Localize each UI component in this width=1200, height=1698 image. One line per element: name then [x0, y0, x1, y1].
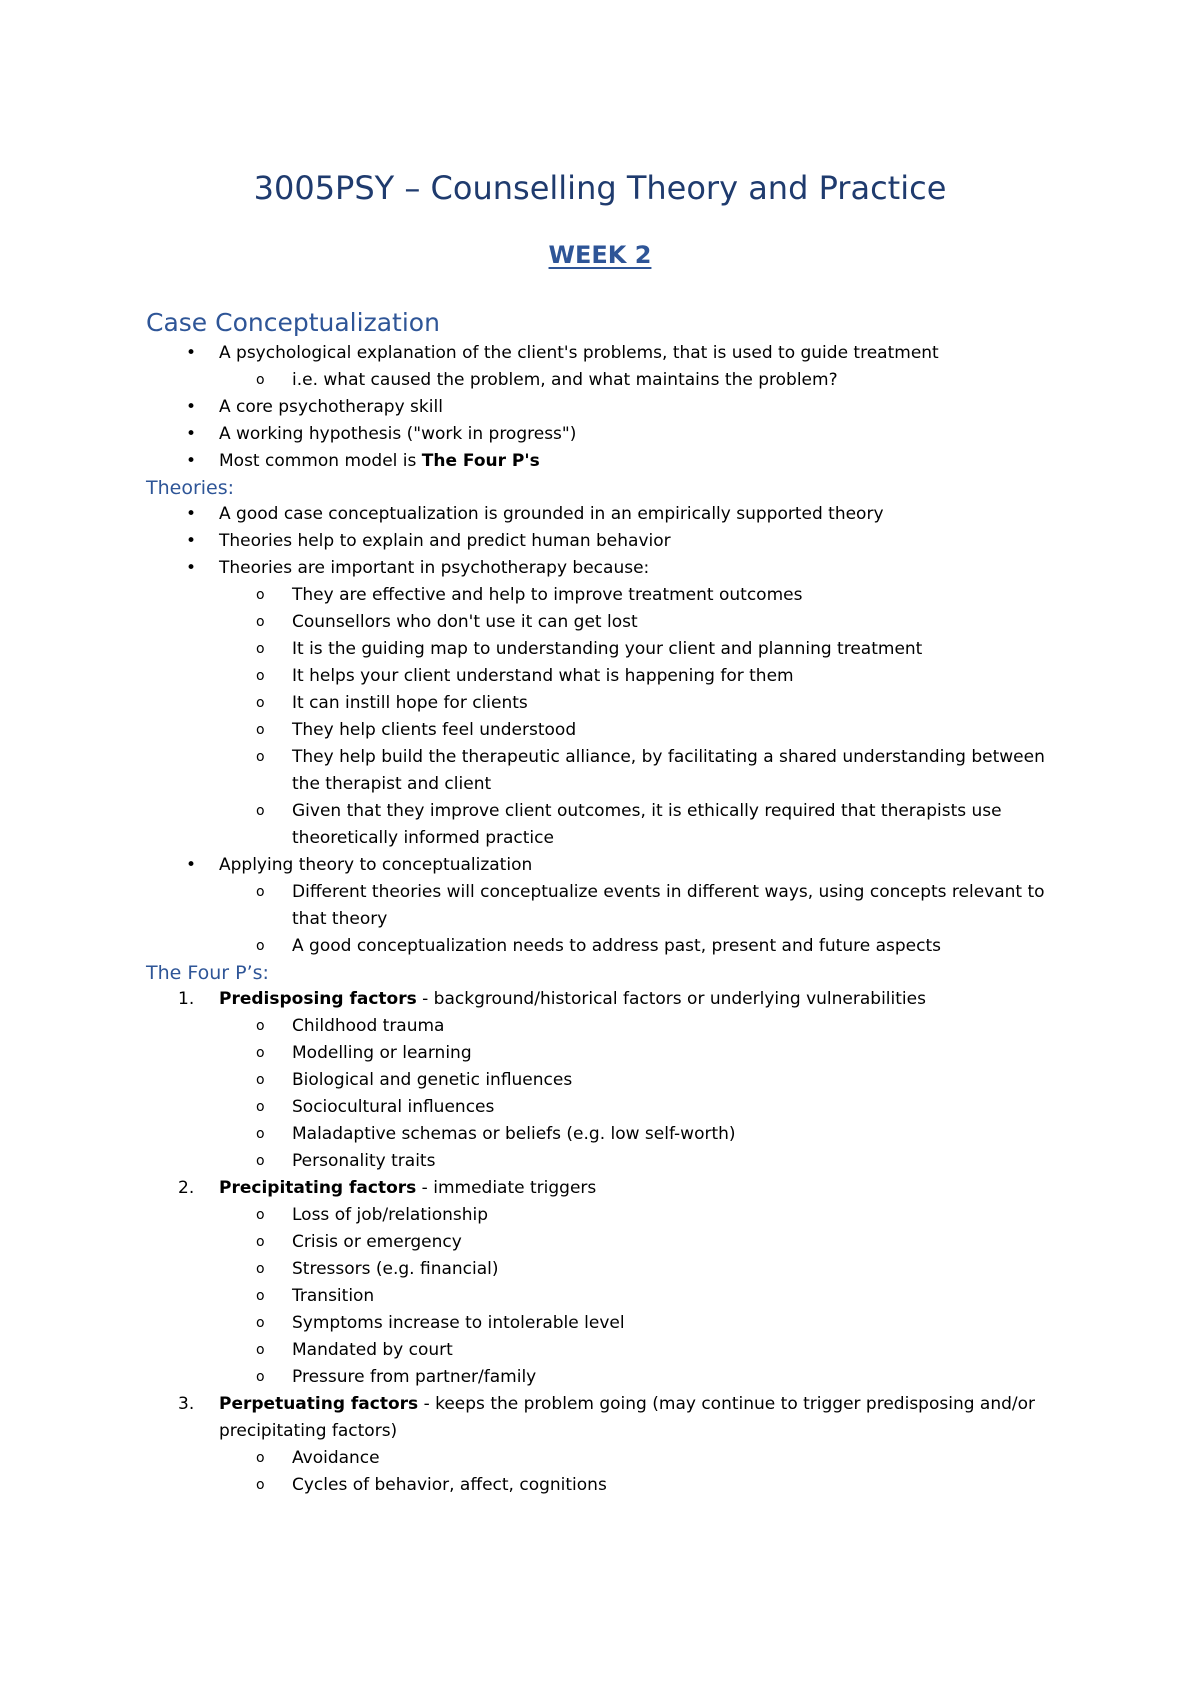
list-item-text: They are effective and help to improve treatment outcomes — [292, 585, 803, 605]
sub-list-item — [146, 744, 1072, 798]
circle-bullet-icon: o — [256, 695, 265, 711]
sub-list-item — [146, 609, 1086, 636]
list-item-text: i.e. what caused the problem, and what maintains the problem? — [292, 370, 838, 390]
list-item-text: Different theories will conceptualize events in different ways, using concepts relevant to that theory — [292, 882, 1045, 929]
circle-bullet-icon: o — [256, 722, 265, 738]
four-ps-term: The Four P's — [421, 451, 540, 471]
circle-bullet-icon: o — [256, 668, 265, 684]
list-item-text: Stressors (e.g. financial) — [292, 1259, 499, 1279]
document-title: 3005PSY – Counselling Theory and Practice — [253, 169, 947, 207]
circle-bullet-icon: o — [256, 1126, 265, 1142]
list-item — [146, 448, 1086, 475]
list-item-text: Crisis or emergency — [292, 1232, 462, 1252]
bullet-icon: • — [186, 424, 197, 444]
list-item — [146, 852, 1086, 879]
case-conceptualization-heading: Case Conceptualization — [146, 308, 440, 337]
circle-bullet-icon: o — [256, 1369, 265, 1385]
list-item — [146, 394, 1086, 421]
list-item-text: Transition — [292, 1286, 375, 1306]
list-item-text: Maladaptive schemas or beliefs (e.g. low self-worth) — [292, 1124, 736, 1144]
list-item-text: A psychological explanation of the client's problems, that is used to guide treatment — [219, 343, 939, 363]
sub-list-item — [146, 1148, 1086, 1175]
list-number: 3. — [178, 1394, 195, 1414]
numbered-item — [146, 1175, 1086, 1202]
sub-list-item — [146, 717, 1086, 744]
sub-list-item — [146, 1337, 1086, 1364]
factor-description: - keeps the problem going (may continue to trigger predisposing and/or precipitating factors) — [219, 1394, 1036, 1441]
sub-list-item — [146, 1040, 1086, 1067]
sub-list-item — [146, 1472, 1086, 1499]
four-ps-heading: The Four P’s: — [146, 962, 269, 984]
list-item — [146, 340, 1086, 367]
list-item-text: Theories are important in psychotherapy because: — [219, 558, 650, 578]
bullet-icon: • — [186, 451, 197, 471]
bullet-icon: • — [186, 558, 197, 578]
sub-list-item — [146, 690, 1086, 717]
list-item-text: A good conceptualization needs to address past, present and future aspects — [292, 936, 941, 956]
circle-bullet-icon: o — [256, 641, 265, 657]
circle-bullet-icon: o — [256, 1477, 265, 1493]
factor-description: - background/historical factors or underlying vulnerabilities — [416, 989, 926, 1009]
sub-list-item — [146, 1310, 1086, 1337]
list-item-text: Loss of job/relationship — [292, 1205, 489, 1225]
bullet-icon: • — [186, 855, 197, 875]
sub-list-item — [146, 933, 1086, 960]
list-item-text: It is the guiding map to understanding your client and planning treatment — [292, 639, 923, 659]
list-item — [146, 555, 1086, 582]
list-item-text: Theories help to explain and predict human behavior — [219, 531, 671, 551]
list-item-text: Mandated by court — [292, 1340, 453, 1360]
list-number: 2. — [178, 1178, 195, 1198]
circle-bullet-icon: o — [256, 1288, 265, 1304]
bullet-icon: • — [186, 397, 197, 417]
circle-bullet-icon: o — [256, 1234, 265, 1250]
sub-list-item — [146, 663, 1086, 690]
circle-bullet-icon: o — [256, 1315, 265, 1331]
factor-term: Perpetuating factors — [219, 1394, 419, 1414]
sub-list-item — [146, 1283, 1086, 1310]
numbered-item — [146, 1391, 1059, 1445]
circle-bullet-icon: o — [256, 1018, 265, 1034]
sub-list-item — [146, 1067, 1086, 1094]
list-item-text: Biological and genetic influences — [292, 1070, 573, 1090]
theories-heading: Theories: — [146, 477, 235, 499]
list-item-text: Avoidance — [292, 1448, 380, 1468]
sub-list-item — [146, 879, 1072, 933]
list-item-text: Most common model is — [219, 451, 422, 471]
list-item-text: It can instill hope for clients — [292, 693, 528, 713]
list-item-text: Modelling or learning — [292, 1043, 472, 1063]
list-item-text: Childhood trauma — [292, 1016, 445, 1036]
sub-list-item — [146, 1121, 1086, 1148]
bullet-icon: • — [186, 504, 197, 524]
circle-bullet-icon: o — [256, 1450, 265, 1466]
circle-bullet-icon: o — [256, 614, 265, 630]
document-body — [146, 306, 1086, 1499]
bullet-icon: • — [186, 531, 197, 551]
circle-bullet-icon: o — [256, 1207, 265, 1223]
sub-list-item — [146, 1094, 1086, 1121]
circle-bullet-icon: o — [256, 1261, 265, 1277]
circle-bullet-icon: o — [256, 938, 265, 954]
list-item — [146, 528, 1086, 555]
list-item-text: Counsellors who don't use it can get lost — [292, 612, 638, 632]
circle-bullet-icon: o — [256, 1099, 265, 1115]
circle-bullet-icon: o — [256, 1045, 265, 1061]
list-item-text: A good case conceptualization is grounded in an empirically supported theory — [219, 504, 884, 524]
list-item-text: A core psychotherapy skill — [219, 397, 443, 417]
sub-list-item — [146, 798, 1072, 852]
factor-description: - immediate triggers — [416, 1178, 597, 1198]
list-item-text: Personality traits — [292, 1151, 436, 1171]
factor-term: Predisposing factors — [219, 989, 417, 1009]
list-item-text: A working hypothesis ("work in progress") — [219, 424, 577, 444]
list-item-text: Applying theory to conceptualization — [219, 855, 533, 875]
factor-term: Precipitating factors — [219, 1178, 417, 1198]
list-item-text: Symptoms increase to intolerable level — [292, 1313, 625, 1333]
circle-bullet-icon: o — [256, 884, 265, 900]
list-item-text: Cycles of behavior, affect, cognitions — [292, 1475, 607, 1495]
bullet-icon: • — [186, 343, 197, 363]
sub-list-item — [146, 1202, 1086, 1229]
sub-list-item — [146, 1229, 1086, 1256]
circle-bullet-icon: o — [256, 1072, 265, 1088]
sub-list-item — [146, 1256, 1086, 1283]
list-item-text: They help clients feel understood — [292, 720, 577, 740]
sub-list-item — [146, 582, 1086, 609]
sub-list-item — [146, 367, 1086, 394]
circle-bullet-icon: o — [256, 749, 265, 765]
sub-list-item — [146, 1445, 1086, 1472]
sub-list-item — [146, 636, 1086, 663]
circle-bullet-icon: o — [256, 1342, 265, 1358]
list-number: 1. — [178, 989, 195, 1009]
list-item — [146, 501, 1086, 528]
circle-bullet-icon: o — [256, 372, 265, 388]
list-item-text: They help build the therapeutic alliance, by facilitating a shared understanding between the therapist and client — [292, 747, 1045, 794]
list-item-text: Sociocultural influences — [292, 1097, 495, 1117]
numbered-item — [146, 986, 1086, 1013]
list-item — [146, 421, 1086, 448]
list-item-text: It helps your client understand what is happening for them — [292, 666, 794, 686]
week-heading: WEEK 2 — [548, 241, 652, 269]
circle-bullet-icon: o — [256, 1153, 265, 1169]
circle-bullet-icon: o — [256, 803, 265, 819]
sub-list-item — [146, 1013, 1086, 1040]
list-item-text: Pressure from partner/family — [292, 1367, 537, 1387]
list-item-text: Given that they improve client outcomes, it is ethically required that therapists use theoretically informed practice — [292, 801, 1002, 848]
sub-list-item — [146, 1364, 1086, 1391]
circle-bullet-icon: o — [256, 587, 265, 603]
